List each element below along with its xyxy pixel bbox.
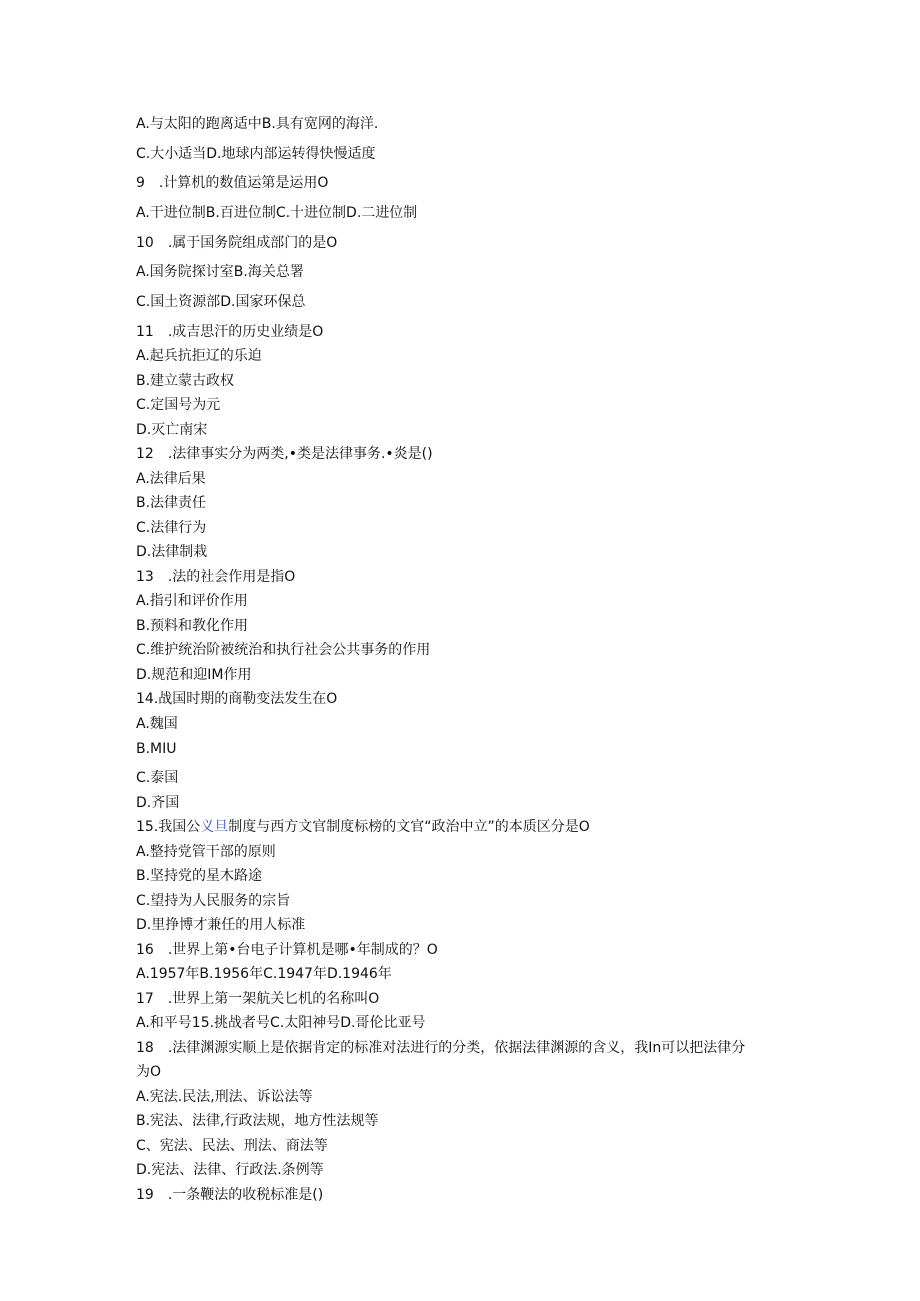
q18-option-b: B.宪法、法律,行政法规，地方性法规等 bbox=[136, 1113, 379, 1129]
q11-option-b: B.建立蒙古政权 bbox=[136, 373, 235, 389]
q15-option-c: C.望持为人民服务的宗旨 bbox=[136, 893, 291, 909]
q14-option-c: C.泰国 bbox=[136, 770, 179, 786]
q13-option-a: A.指引和评价作用 bbox=[136, 593, 248, 609]
q10-stem: 10 .属于国务院组成部门的是O bbox=[136, 235, 338, 251]
q12-stem: 12 .法律事实分为两类,•类是法律事务.•炎是() bbox=[136, 446, 433, 462]
q8-options-ab: A.与太阳的跑离适中B.具有宽网的海洋. bbox=[136, 116, 379, 132]
q16-stem: 16 .世界上第•台电子计算机是哪•年制成的？O bbox=[136, 942, 438, 958]
q15-highlight-link[interactable]: 义旦 bbox=[200, 819, 229, 835]
q13-option-c: C.维护统治阶被统治和执行社会公共事务的作用 bbox=[136, 642, 431, 658]
q15-option-b: B.坚持党的星木路途 bbox=[136, 868, 263, 884]
q17-stem: 17 .世界上第一架航关匕机的名称叫O bbox=[136, 991, 380, 1007]
q9-options: A.干进位制B.百进位制C.十进位制D.二进位制 bbox=[136, 205, 418, 221]
q15-stem-start: 15.我国公 bbox=[136, 819, 201, 835]
q11-option-c: C.定国号为元 bbox=[136, 397, 221, 413]
q11-option-a: A.起兵抗拒辽的乐迫 bbox=[136, 348, 262, 364]
q12-option-d: D.法律制栽 bbox=[136, 544, 208, 560]
q12-option-a: A.法律后果 bbox=[136, 471, 206, 487]
q10-options-cd: C.国土资源部D.国家环保总 bbox=[136, 294, 306, 310]
q18-stem: 18 .法律渊源实顺上是依据肯定的标准对法进行的分类，依据法律渊源的含义，我In可以把法律分 bbox=[136, 1040, 746, 1056]
q16-options: A.1957年B.1956年C.1947年D.1946年 bbox=[136, 966, 392, 982]
q10-options-ab: A.国务院探讨室B.海关总署 bbox=[136, 264, 304, 280]
q11-option-d: D.灭亡南宋 bbox=[136, 422, 208, 438]
q12-option-b: B.法律责任 bbox=[136, 495, 207, 511]
q13-option-d: D.规范和迎IM作用 bbox=[136, 667, 252, 683]
q18-option-d: D.宪法、法律、行政法.条例等 bbox=[136, 1162, 324, 1178]
q14-option-a: A.魏国 bbox=[136, 716, 178, 732]
q14-option-d: D.齐国 bbox=[136, 795, 180, 811]
q11-stem: 11 .成吉思汗的历史业绩是O bbox=[136, 324, 324, 340]
q19-stem: 19 .一条鞭法的收税标准是() bbox=[136, 1187, 324, 1203]
q9-stem: 9 .计算机的数值运第是运用O bbox=[136, 175, 329, 191]
q13-stem: 13 .法的社会作用是指O bbox=[136, 569, 296, 585]
q18-option-a: A.宪法.民法,刑法、诉讼法等 bbox=[136, 1089, 313, 1105]
q14-stem: 14.战国时期的商勒变法发生在O bbox=[136, 691, 338, 707]
q12-option-c: C.法律行为 bbox=[136, 520, 207, 536]
q18-option-c: C、宪法、民法、刑法、商法等 bbox=[136, 1138, 328, 1154]
q15-stem bbox=[136, 818, 590, 836]
q15-option-a: A.整持党管干部的原则 bbox=[136, 844, 276, 860]
q8-options-cd: C.大小适当D.地球内部运转得快慢适度 bbox=[136, 146, 376, 162]
q18-stem-cont: 为O bbox=[136, 1064, 162, 1080]
q15-stem-end: 制度与西方文官制度标榜的文官“政治中立”的本质区分是O bbox=[228, 819, 590, 835]
q13-option-b: B.预料和教化作用 bbox=[136, 618, 249, 634]
q15-option-d: D.里挣博才兼任的用人标准 bbox=[136, 917, 306, 933]
q14-option-b: B.MIU bbox=[136, 741, 177, 757]
q17-options: A.和平号15.挑战者号C.太阳神号D.哥伦比亚号 bbox=[136, 1015, 426, 1031]
